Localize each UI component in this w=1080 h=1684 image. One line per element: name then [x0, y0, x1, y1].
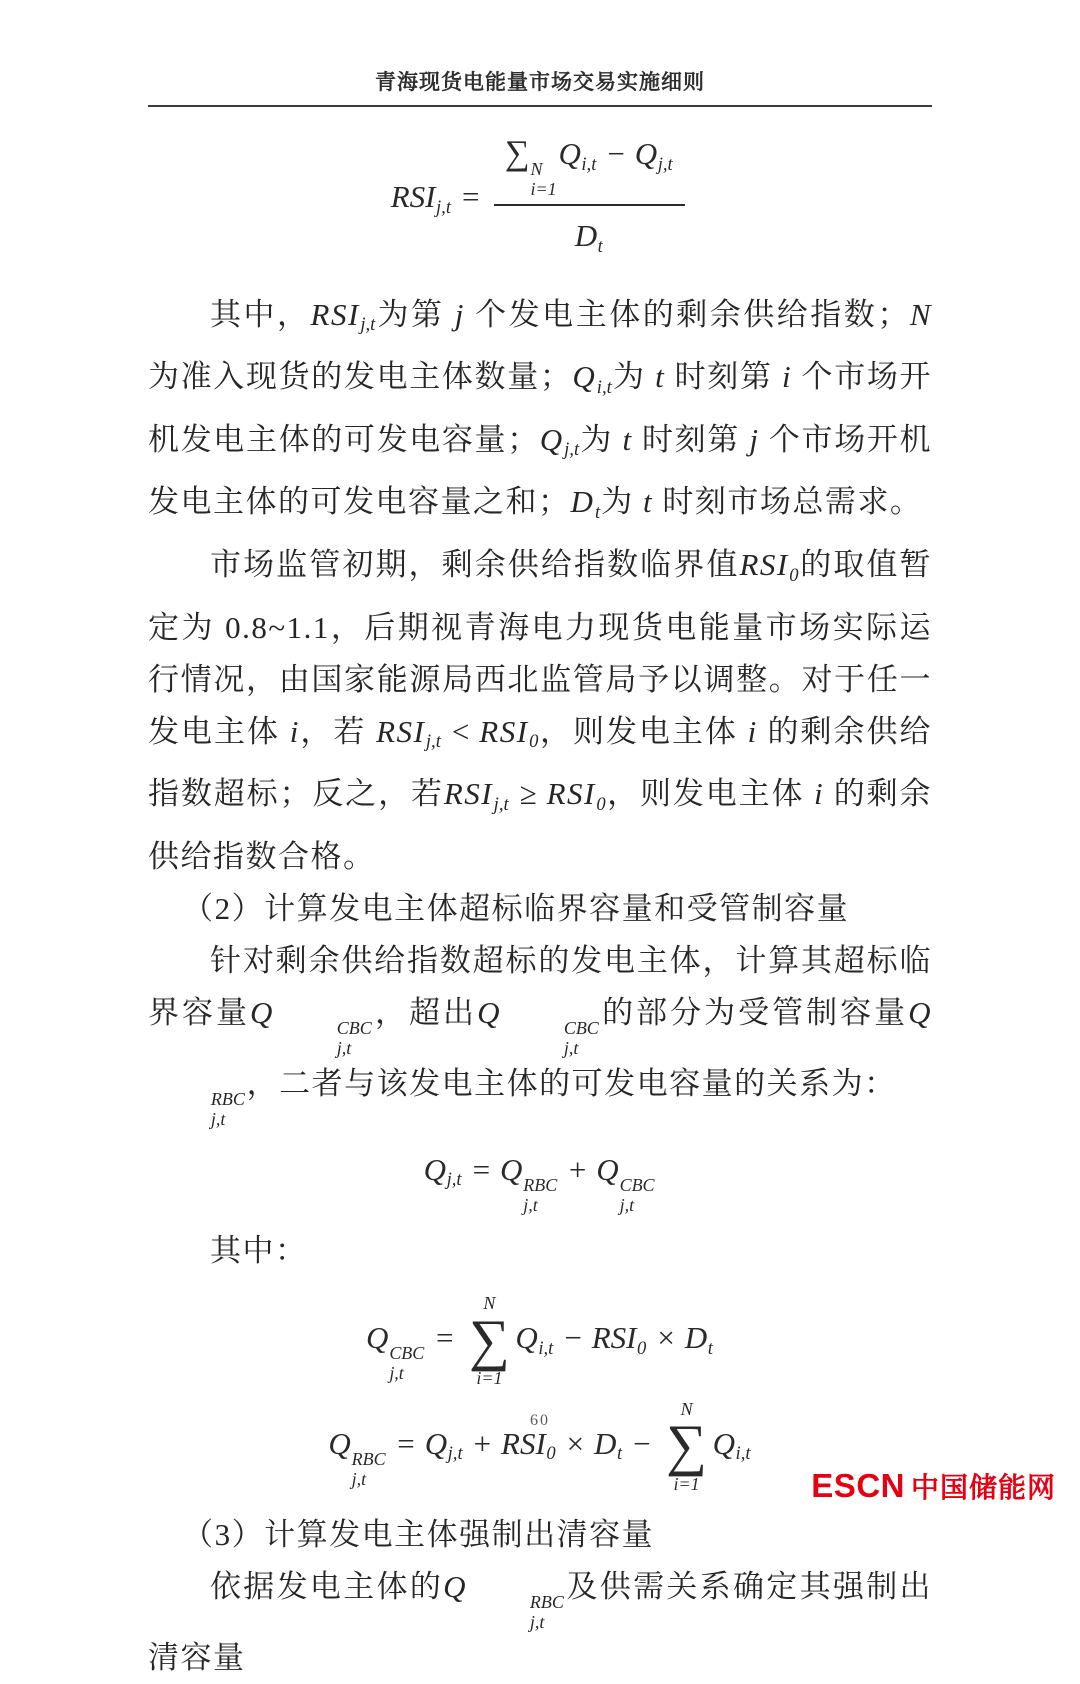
escn-logo-latin: ESCN — [811, 1467, 905, 1504]
page-number: 60 — [530, 1412, 550, 1429]
running-header — [0, 0, 1080, 107]
paragraph-regulation: 市场监管初期，剩余供给指数临界值RSI0的取值暂定为 0.8~1.1，后期视青海电力现货电能量市场实际运行情况，由国家能源局西北监管局予以调整。对于任一发电主体 i，若 RSIj,t < RSI0，则发电主体 i 的剩余供给指数超标；反之，若RSIj,t ≥ RSI0，则发电主体 i 的剩余供给指数合格。 — [148, 546, 933, 874]
formula-rsi: RSIj,t = ∑ N i=1 Qi,t − Qj,t Dt — [148, 127, 932, 273]
formula-q-decomposition: Qj,t = Q RBC j,t + Q CBC j,t — [423, 1151, 655, 1215]
section-heading-2: （2）计算发电主体超标临界容量和受管制容量 — [182, 890, 850, 926]
label-where: 其中： — [210, 1232, 308, 1268]
content — [148, 127, 932, 1684]
paragraph-forced-clearing: 依据发电主体的Q RBC j,t 及供需关系确定其强制出清容量 — [148, 1568, 933, 1676]
escn-logo-chinese: 中国储能网 — [910, 1472, 1056, 1503]
paragraph-cbc-intro: 针对剩余供给指数超标的发电主体，计算其超标临界容量Q CBC j,t ，超出Q CBC j,t 的部分为受管制容量Q RBC j,t ，二者与该发电主体的可发电容量的关系为： — [148, 942, 933, 1130]
escn-logo — [811, 1466, 1056, 1506]
header-rule — [148, 105, 932, 107]
formula-q-rbc: Q RBC j,t = Qj,t + RSI0 × Dt − N ∑ i=1 Qi,t — [328, 1398, 751, 1494]
header-title: 青海现货电能量市场交易实施细则 — [375, 71, 705, 94]
section-heading-3: （3）计算发电主体强制出清容量 — [182, 1516, 655, 1552]
formula-q-cbc: Q CBC j,t = N ∑ i=1 Qi,t − RSI0 × Dt — [366, 1292, 713, 1389]
paragraph-definitions: 其中，RSIj,t为第 j 个发电主体的剩余供给指数；N为准入现货的发电主体数量；Qi,t为 t 时刻第 i 个市场开机发电主体的可发电容量；Qj,t为 t 时刻第 j 个市场开机发电主体的可发电容量之和；Dt为 t 时刻市场总需求。 — [148, 296, 933, 523]
